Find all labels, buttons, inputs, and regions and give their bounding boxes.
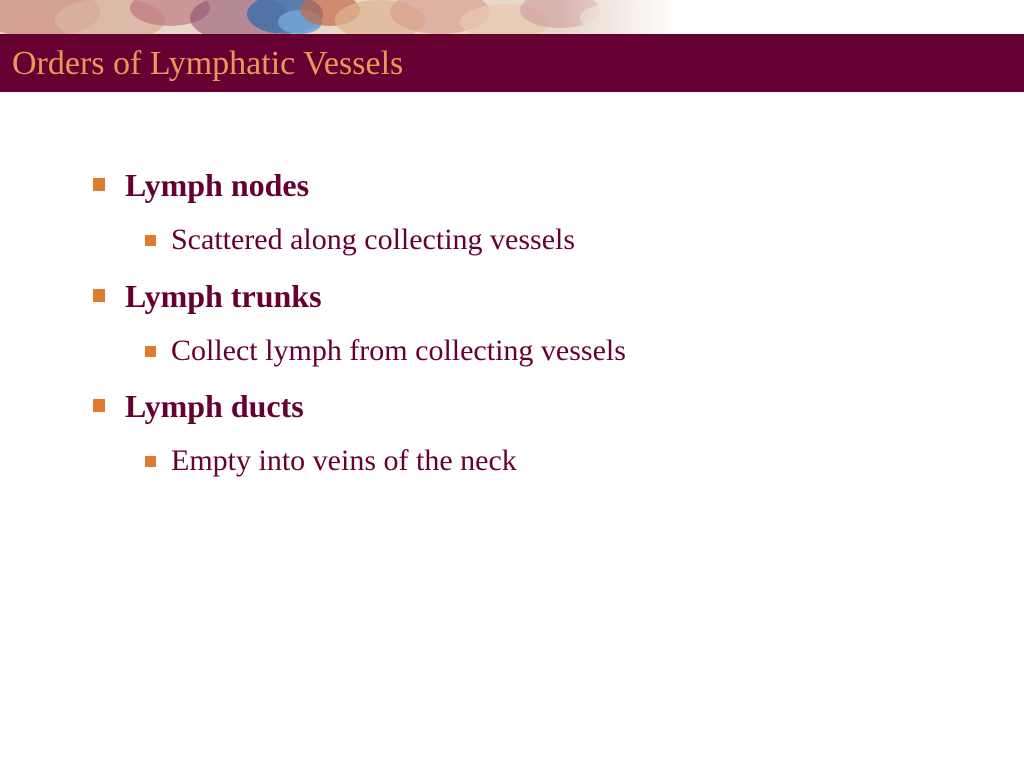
sub-bullet-text: Collect lymph from collecting vessels	[171, 334, 626, 367]
sub-bullet-text: Empty into veins of the neck	[171, 444, 517, 477]
sub-bullet-text: Scattered along collecting vessels	[171, 223, 576, 256]
square-bullet-icon	[145, 346, 156, 357]
square-bullet-icon	[93, 289, 105, 302]
slide-title: Orders of Lymphatic Vessels	[12, 45, 404, 82]
square-bullet-icon	[93, 399, 105, 412]
bullet-text: Lymph ducts	[125, 388, 304, 424]
square-bullet-icon	[145, 235, 156, 246]
bullet-text: Lymph nodes	[125, 167, 310, 203]
square-bullet-icon	[93, 178, 105, 191]
bullet-text: Lymph trunks	[125, 278, 322, 314]
square-bullet-icon	[145, 456, 156, 467]
